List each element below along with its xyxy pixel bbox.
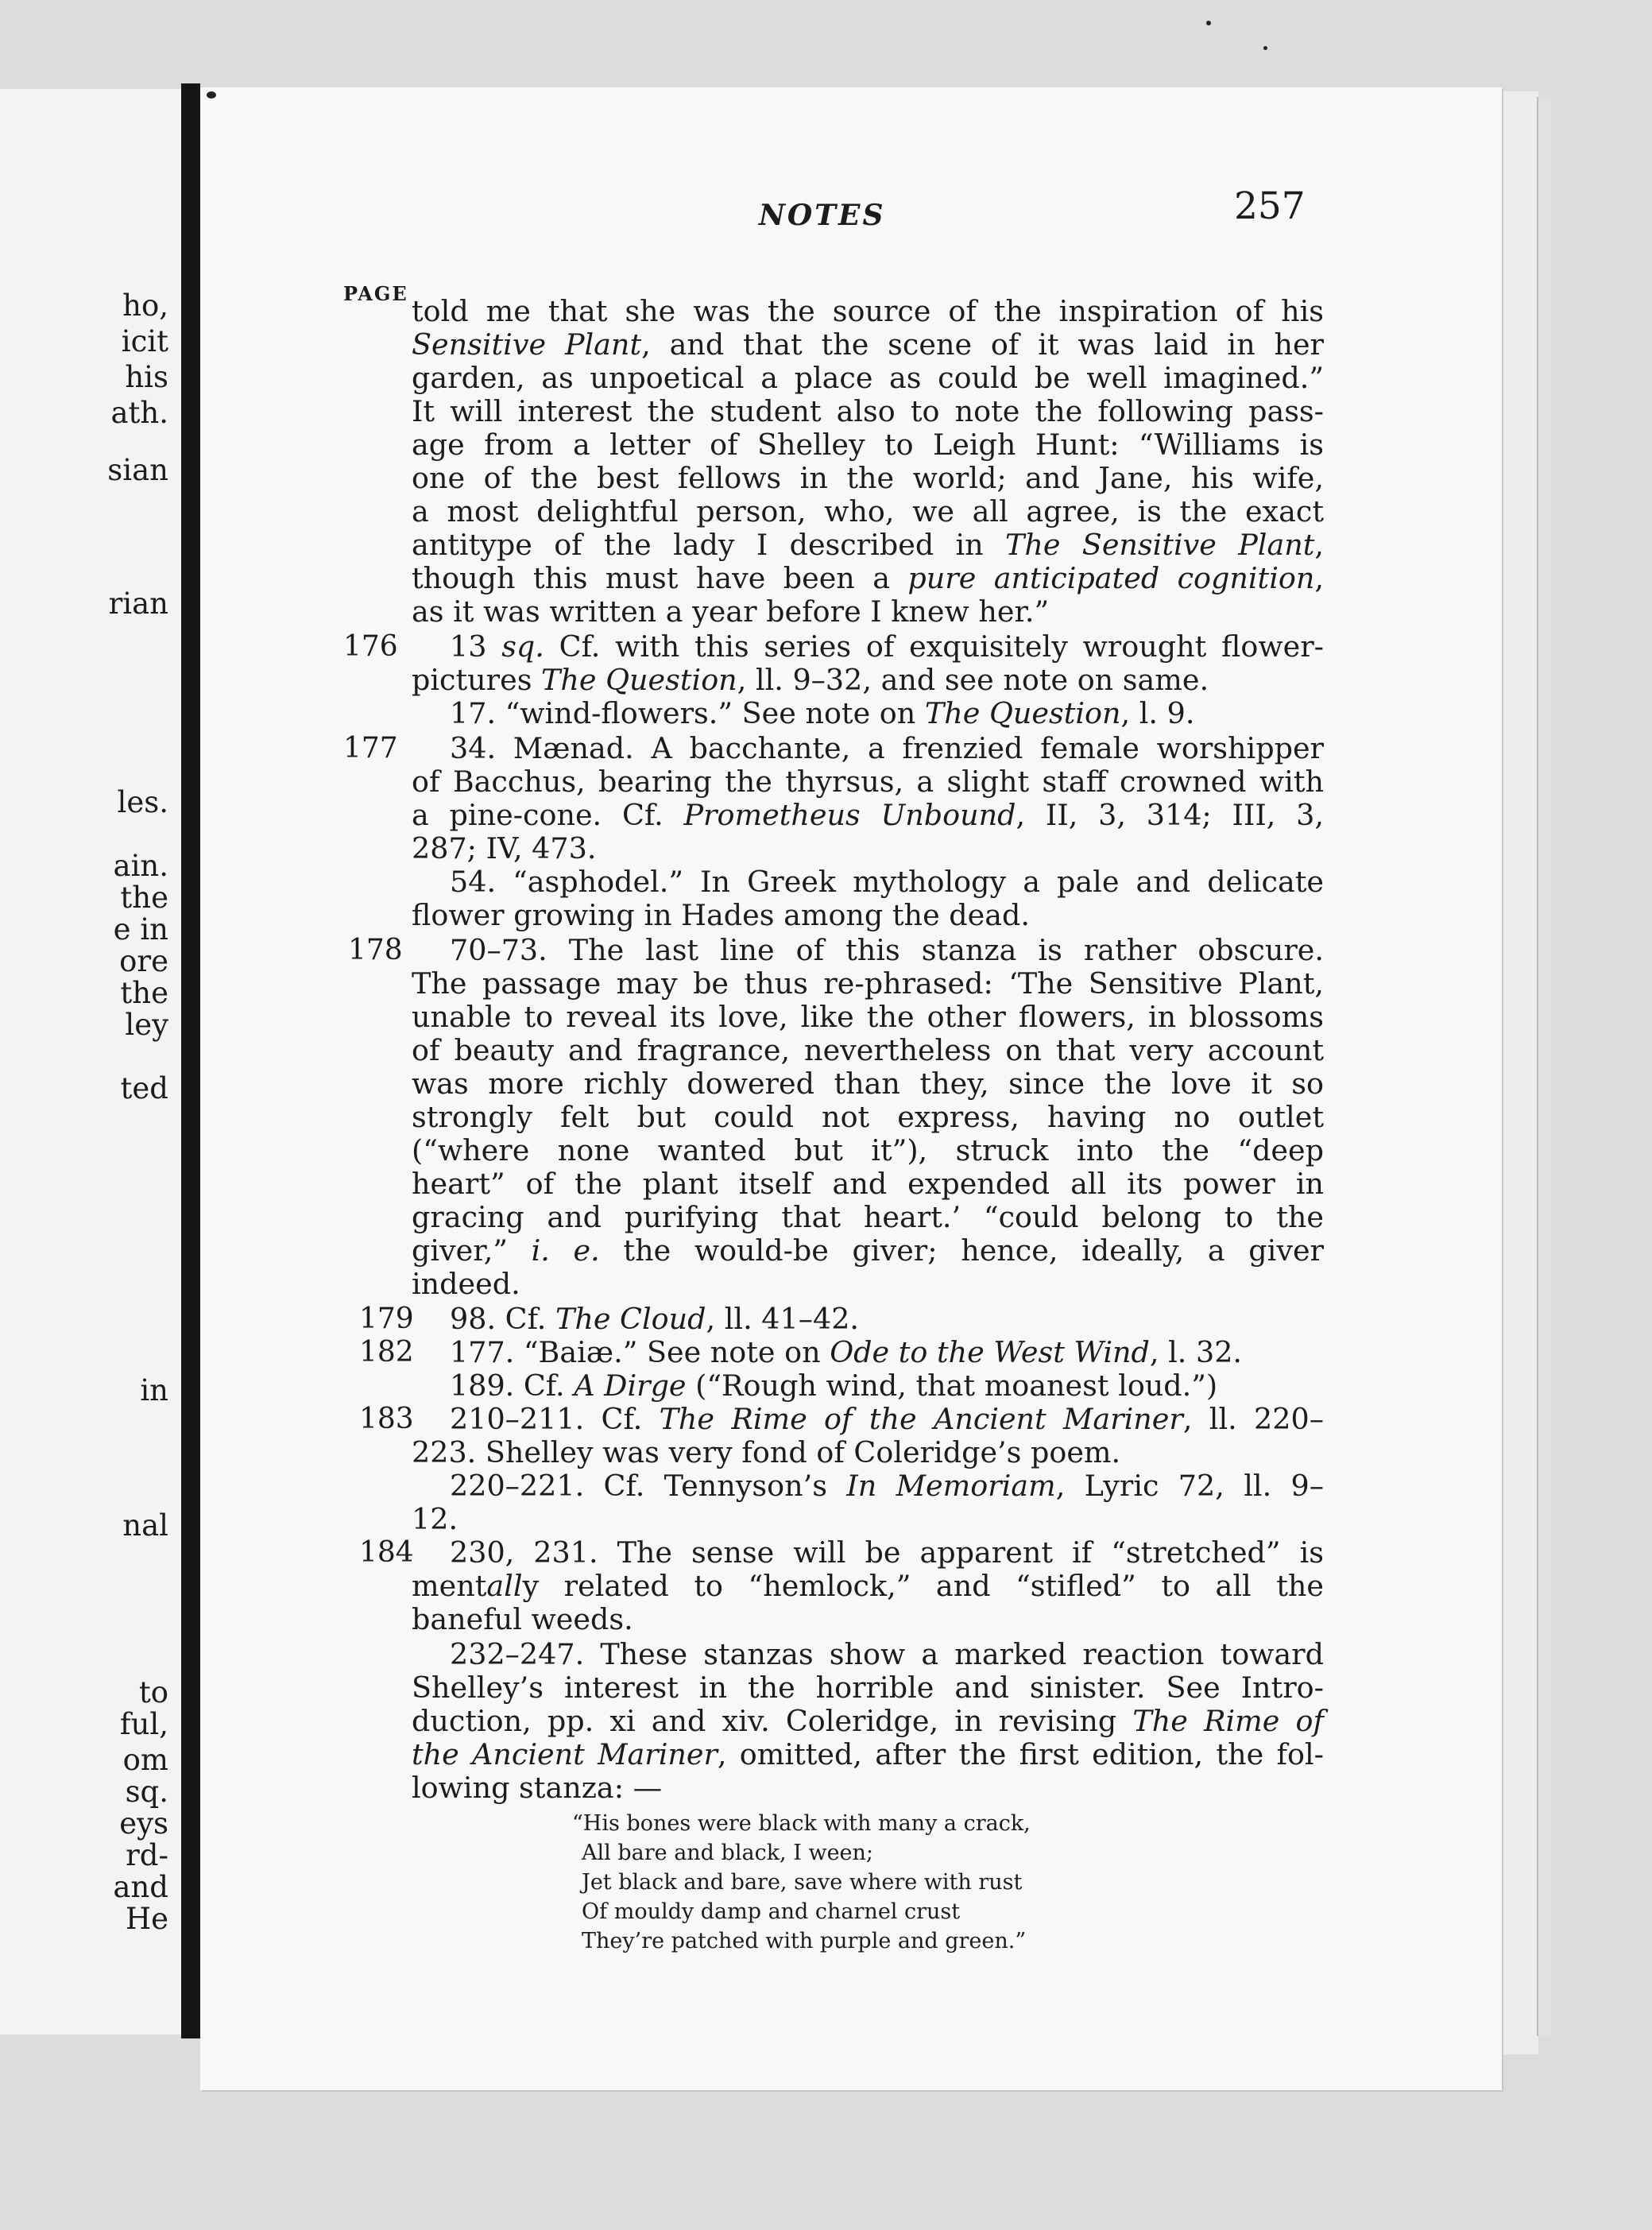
running-head: NOTES	[759, 199, 886, 232]
text-line: Shelley’s interest in the horrible and sinister. See Intro-	[412, 1671, 1324, 1705]
facing-page	[0, 89, 181, 2034]
page-reference: 177	[343, 732, 398, 765]
text-line: 34. Mænad. A bacchante, a frenzied female worshipper	[450, 731, 1324, 765]
italic-title: pure anticipated cognition	[907, 561, 1315, 595]
dust-speck	[207, 91, 216, 99]
italic-title: In Memoriam	[846, 1469, 1056, 1503]
facing-page-fragment: sq.	[125, 1775, 168, 1809]
facing-page-fragment: ath.	[110, 396, 168, 430]
text-line: heart” of the plant itself and expended all its power in	[412, 1167, 1324, 1201]
italic-title: The Sensitive Plant	[1005, 528, 1315, 562]
text-line: indeed.	[412, 1267, 520, 1301]
facing-page-fragment: his	[125, 360, 168, 394]
dust-speck	[1263, 46, 1267, 50]
facing-page-fragment: ain.	[113, 849, 168, 883]
facing-page-fragment: sian	[107, 453, 168, 487]
verse-line: They’re patched with purple and green.”	[582, 1929, 1027, 1953]
italic-title: i. e.	[531, 1233, 600, 1268]
page-column-label: PAGE	[343, 282, 408, 305]
text-line: It will interest the student also to note the following pass-	[412, 394, 1324, 428]
verse-line: Jet black and bare, save where with rust	[582, 1870, 1023, 1895]
text-line: 13 sq. Cf. with this series of exquisitely wrought flower-	[450, 629, 1324, 664]
text-line: The passage may be thus re-phrased: ‘The Sensitive Plant,	[412, 966, 1324, 1001]
facing-page-fragment: eys	[119, 1806, 168, 1841]
facing-page-fragment: rian	[108, 587, 168, 621]
facing-page-fragment: les.	[117, 785, 168, 819]
italic-title: the Ancient Mariner	[412, 1737, 718, 1771]
text-line: 232–247. These stanzas show a marked reaction toward	[450, 1637, 1324, 1671]
text-line: age from a letter of Shelley to Leigh Hunt: “Williams is	[412, 428, 1324, 462]
page-number: 257	[1234, 184, 1306, 228]
facing-page-fragment: the	[120, 976, 168, 1010]
italic-title: sq.	[501, 629, 544, 664]
verse-line: All bare and black, I ween;	[582, 1841, 874, 1865]
text-line: 189. Cf. A Dirge (“Rough wind, that moanest loud.”)	[450, 1369, 1218, 1403]
facing-page-fragment: the	[120, 881, 168, 915]
text-line: 210–211. Cf. The Rime of the Ancient Mariner, ll. 220–	[450, 1402, 1324, 1436]
text-line: pictures The Question, ll. 9–32, and see note on same.	[412, 663, 1209, 697]
text-line: of Bacchus, bearing the thyrsus, a slight staff crowned with	[412, 765, 1324, 799]
italic-title: The Question	[924, 696, 1121, 730]
text-line: as it was written a year before I knew her.”	[412, 594, 1050, 629]
page-reference: 182	[359, 1336, 414, 1369]
text-line: garden, as unpoetical a place as could be well imagined.”	[412, 361, 1324, 395]
page-reference: 176	[343, 630, 398, 663]
text-line: 98. Cf. The Cloud, ll. 41–42.	[450, 1302, 860, 1336]
text-line: 12.	[412, 1502, 458, 1536]
text-line: mentally related to “hemlock,” and “stifled” to all the	[412, 1569, 1324, 1603]
book-gutter	[181, 83, 200, 2038]
text-line: duction, pp. xi and xiv. Coleridge, in revising The Rime of	[412, 1704, 1325, 1738]
text-line: lowing stanza: —	[412, 1771, 663, 1805]
text-line: Sensitive Plant, and that the scene of it was laid in her	[412, 327, 1325, 362]
facing-page-fragment: ted	[120, 1071, 168, 1105]
text-line: a most delightful person, who, we all agree, is the exact	[412, 494, 1324, 528]
text-line: 287; IV, 473.	[412, 831, 597, 865]
page-reference: 184	[359, 1536, 414, 1569]
text-line: a pine-cone. Cf. Prometheus Unbound, II, 3, 314; III, 3,	[412, 798, 1324, 832]
italic-title: Ode to the West Wind	[830, 1335, 1150, 1369]
text-line: 223. Shelley was very fond of Coleridge’s poem.	[412, 1435, 1121, 1469]
verse-line: Of mouldy damp and charnel crust	[582, 1899, 961, 1924]
text-line: antitype of the lady I described in The Sensitive Plant,	[412, 528, 1324, 562]
text-line: of beauty and fragrance, nevertheless on that very account	[412, 1033, 1324, 1067]
facing-page-fragment: ful,	[119, 1707, 168, 1741]
text-line: strongly felt but could not express, having no outlet	[412, 1100, 1324, 1134]
text-line: 70–73. The last line of this stanza is rather obscure.	[450, 933, 1324, 967]
facing-page-fragment: He	[125, 1902, 168, 1936]
facing-page-fragment: icit	[121, 324, 168, 358]
facing-page-fragment: ore	[119, 944, 168, 978]
text-line: 230, 231. The sense will be apparent if “stretched” is	[450, 1535, 1324, 1570]
text-line: gracing and purifying that heart.’ “could belong to the	[412, 1200, 1324, 1234]
italic-title: The Question	[541, 663, 737, 697]
facing-page-fragment: rd-	[126, 1838, 168, 1872]
text-line: flower growing in Hades among the dead.	[412, 898, 1030, 932]
facing-page-fragment: and	[113, 1870, 168, 1904]
italic-title: The Cloud	[555, 1302, 706, 1336]
facing-page-fragment: to	[138, 1675, 168, 1709]
page-edge	[1502, 91, 1538, 2054]
facing-page-fragment: ho,	[122, 288, 168, 323]
text-line: the Ancient Mariner, omitted, after the first edition, the fol-	[412, 1737, 1324, 1771]
italic-title: The Rime of the Ancient Mariner	[659, 1402, 1183, 1436]
facing-page-fragment: om	[122, 1743, 168, 1777]
italic-title: Prometheus Unbound	[683, 798, 1016, 832]
text-line: was more richly dowered than they, since the love it so	[412, 1067, 1324, 1101]
italic-title: The Rime of	[1132, 1704, 1325, 1738]
text-line: 54. “asphodel.” In Greek mythology a pale and delicate	[450, 865, 1324, 899]
italic-title: Sensitive Plant	[412, 327, 642, 362]
verse-line: “His bones were black with many a crack,	[572, 1811, 1031, 1836]
text-line: 220–221. Cf. Tennyson’s In Memoriam, Lyric 72, ll. 9–	[450, 1469, 1325, 1503]
text-line: (“where none wanted but it”), struck into the “deep	[412, 1133, 1324, 1167]
facing-page-fragment: nal	[122, 1508, 168, 1543]
text-line: unable to reveal its love, like the other flowers, in blossoms	[412, 1000, 1324, 1034]
dust-speck	[1206, 21, 1211, 25]
italic-title: all	[486, 1569, 523, 1603]
facing-page-fragment: in	[140, 1373, 168, 1407]
text-line: one of the best fellows in the world; and Jane, his wife,	[412, 461, 1324, 495]
facing-page-fragment: ley	[125, 1008, 168, 1042]
page-reference: 179	[359, 1303, 414, 1335]
facing-page-fragment: e in	[113, 912, 168, 947]
page-reference: 183	[359, 1403, 414, 1435]
italic-title: A Dirge	[574, 1369, 687, 1403]
text-line: 177. “Baiæ.” See note on Ode to the West Wind, l. 32.	[450, 1335, 1243, 1369]
page-reference: 178	[348, 934, 403, 966]
text-line: giver,” i. e. the would-be giver; hence, ideally, a giver	[412, 1233, 1324, 1268]
page-edge-inner	[1537, 97, 1551, 2036]
text-line: 17. “wind-flowers.” See note on The Question, l. 9.	[450, 696, 1195, 730]
text-line: baneful weeds.	[412, 1602, 633, 1636]
text-line: told me that she was the source of the inspiration of his	[412, 294, 1324, 328]
text-line: though this must have been a pure anticipated cognition,	[412, 561, 1324, 595]
